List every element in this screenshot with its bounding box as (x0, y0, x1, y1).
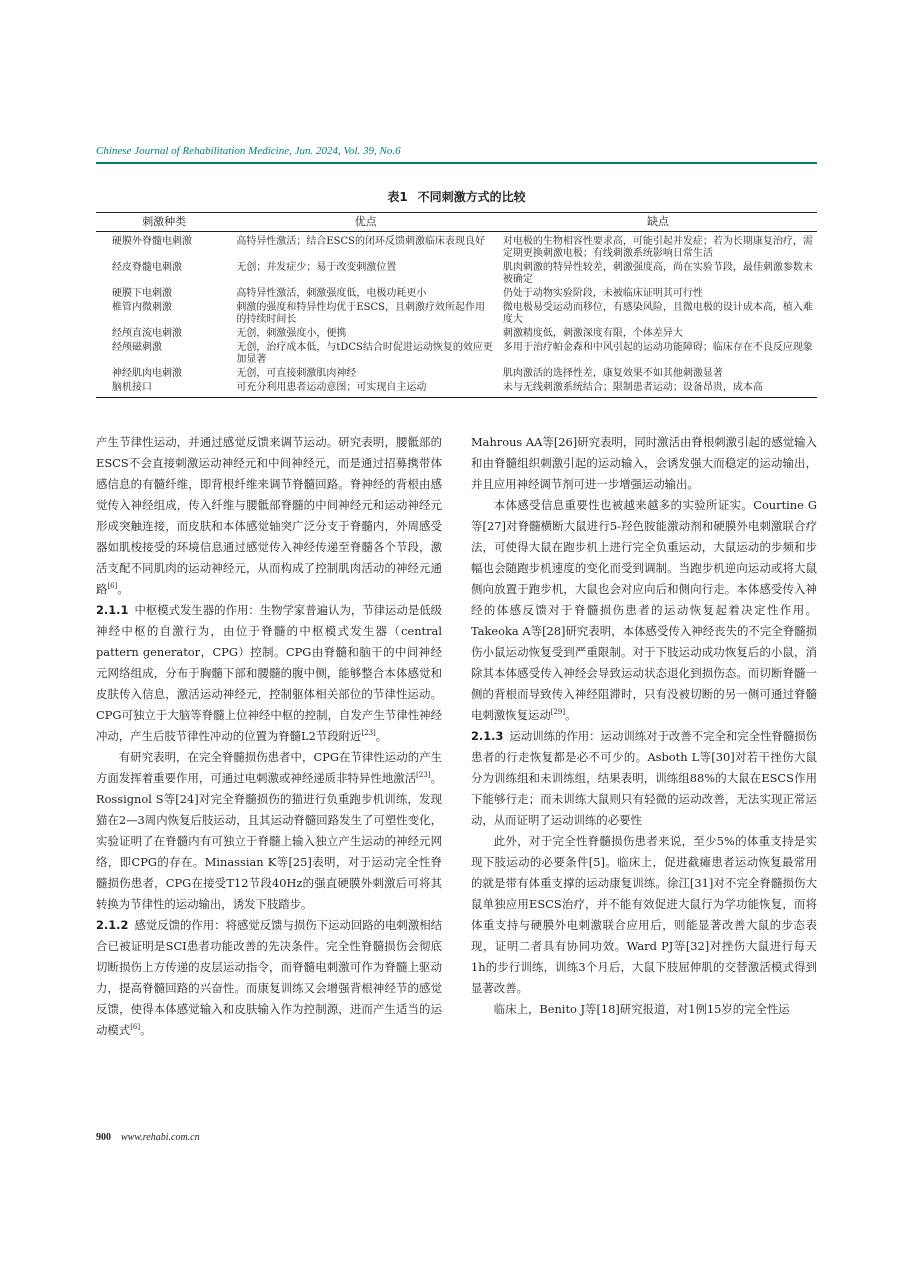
cell-cons: 刺激精度低，刺激深度有限，个体差异大 (502, 328, 683, 339)
column-header: 优点 (232, 213, 499, 232)
paragraph-tail: 。 (375, 729, 388, 743)
journal-header: Chinese Journal of Rehabilitation Medicine, Jun. 2024, Vol. 39, No.6 (96, 145, 401, 157)
cell-pros: 高特异性激活，刺激强度低，电极功耗更小 (236, 288, 427, 299)
paragraph-tail: 。Rossignol S等[24]对完全脊髓损伤的猫进行负重跑步机训练，发现猫在2—3周内恢复后肢运动，且其运动脊髓回路发生了可塑性变化，实验证明了在脊髓内有可独立于脊髓上输入独立产生运动的神经元网络，即CPG的存在。Minassian K等[25]表明，对于运动完全性脊髓损伤患者，CPG在接受T12节段40Hz的强直硬膜外刺激后可将其转换为节律性的运动输出，诱发下肢踏步。 (96, 771, 442, 911)
paragraph (471, 831, 817, 999)
paragraph-text: 运动训练的作用：运动训练对于改善不完全和完全性脊髓损伤患者的行走恢复都是必不可少的。Asboth L等[30]对若干挫伤大鼠分为训练组和未训练组，结果表明，训练组88%的大鼠在ESCS作用下能够行走；而未训练大鼠则只有轻微的运动改善，无法实现正常运动，从而证明了运动训练的必要性 (471, 729, 817, 827)
table-number: 表1 (387, 190, 408, 204)
comparison-table (96, 212, 817, 398)
table-header-row (96, 213, 817, 232)
body-columns (96, 432, 817, 1132)
cell-cons: 仍处于动物实验阶段，未被临床证明其可行性 (502, 288, 703, 299)
table-title-text: 不同刺激方式的比较 (417, 190, 526, 204)
paragraph-tail: 。 (117, 582, 129, 596)
paragraph-text: 中枢模式发生器的作用：生物学家普遍认为，节律运动是低级神经中枢的自激行为，由位于脊髓的中枢模式发生器（central pattern generator，CPG）控制。CPG由脊髓和脑干的中间神经元网络组成，分布于胸髓下部和腰髓的腹中侧，能够整合本体感觉和皮肤传入信息，激活运动神经元，控制躯体相关部位的节律性运动。CPG可独立于大脑等脊髓上位神经中枢的控制，自发产生节律性神经冲动，产生后肢节律性冲动的位置为脊髓L2节段附近 (96, 603, 442, 743)
section-number: 2.1.2 (96, 918, 129, 932)
paragraph-text: 感觉反馈的作用：将感觉反馈与损伤下运动回路的电刺激相结合已被证明是SCI患者功能改善的先决条件。完全性脊髓损伤会彻底切断损伤上方传递的皮层运动指令，而脊髓电刺激可作为脊髓上驱动力，提高脊髓回路的兴奋性。而康复训练又会增强背根神经节的感觉反馈，使得本体感觉输入和皮肤输入作为控制源，进而产生适当的运动模式 (96, 918, 442, 1037)
paragraph (471, 999, 817, 1020)
citation: [23] (416, 771, 431, 780)
paragraph-text: 有研究表明，在完全脊髓损伤患者中，CPG在节律性运动的产生方面发挥着重要作用，可通过电刺激或神经递质非特异性地激活 (96, 750, 442, 785)
section-number: 2.1.1 (96, 603, 129, 617)
cell-type: 经皮脊髓电刺激 (112, 262, 182, 273)
cell-cons: 肌肉刺激的特异性较差，刺激强度高，尚在实验节段，最佳刺激参数未被确定 (502, 262, 813, 285)
cell-cons: 未与无线刺激系统结合；限制患者运动；设备昂贵，成本高 (499, 382, 817, 398)
cell-cons: 微电极易受运动而移位，有感染风险，且微电极的设计成本高，植入难度大 (502, 302, 813, 325)
page-footer (96, 1132, 200, 1143)
section-number: 2.1.3 (471, 729, 504, 743)
cell-pros: 可充分利用患者运动意图；可实现自主运动 (232, 382, 499, 398)
paragraph-text: 临床上，Benito J等[18]研究报道，对1例15岁的完全性运 (493, 1002, 790, 1016)
table-row (96, 232, 817, 263)
cell-type: 椎管内微刺激 (112, 302, 172, 313)
table-title (96, 188, 817, 205)
cell-type: 脑机接口 (96, 382, 232, 398)
cell-pros: 无创；并发症少；易于改变刺激位置 (236, 262, 397, 273)
cell-type: 神经肌肉电刺激 (112, 368, 182, 379)
left-column (96, 432, 442, 1041)
journal-url: www.rehabi.com.cn (121, 1132, 200, 1143)
header-rule (96, 162, 817, 164)
paragraph (96, 747, 442, 915)
paragraph-text: Mahrous AA等[26]研究表明，同时激活由脊根刺激引起的感觉输入和由脊髓组织刺激引起的运动输入，会诱发强大而稳定的运动输出，并且应用神经调节剂可进一步增强运动输出。 (471, 435, 817, 491)
paragraph-tail: 。 (565, 708, 577, 722)
citation: [6] (130, 1023, 141, 1032)
column-header: 缺点 (499, 213, 817, 232)
cell-type: 经颅磁刺激 (112, 342, 162, 353)
paragraph-text: 此外，对于完全性脊髓损伤患者来说，至少5%的体重支持是实现下肢运动的必要条件[5]。临床上，促进截瘫患者运动恢复最常用的就是带有体重支撑的运动康复训练。徐江[31]对不完全脊髓损伤大鼠单独应用ESCS治疗，并不能有效促进大鼠行为学功能恢复，而将体重支持与硬膜外电刺激联合应用后，则能显著改善大鼠的步态表现，证明二者具有协同功效。Ward PJ等[32]对挫伤大鼠进行每天1h的步行训练，训练3个月后，大鼠下肢屈伸肌的交替激活模式得到显著改善。 (471, 834, 817, 995)
cell-pros: 刺激的强度和特异性均优于ESCS，且刺激疗效所起作用的持续时间长 (236, 302, 486, 325)
paragraph (471, 495, 817, 726)
cell-cons: 对电极的生物相容性要求高，可能引起并发症；若为长期康复治疗，需定期更换刺激电极；有线刺激系统影响日常生活 (502, 236, 813, 259)
cell-pros: 无创，治疗成本低，与tDCS结合时促进运动恢复的效应更加显著 (236, 342, 493, 365)
paragraph (96, 600, 442, 747)
cell-type: 硬膜下电刺激 (112, 288, 172, 299)
cell-pros: 高特异性激活；结合ESCS的闭环反馈刺激临床表现良好 (236, 236, 486, 247)
cell-cons: 多用于治疗帕金森和中风引起的运动功能障碍；临床存在不良反应现象 (502, 342, 813, 353)
page-number: 900 (96, 1132, 111, 1143)
cell-cons: 肌肉激活的选择性差，康复效果不如其他刺激显著 (502, 368, 723, 379)
paragraph-text: 本体感受信息重要性也被越来越多的实验所证实。Courtine G等[27]对脊髓横断大鼠进行5-羟色胺能激动剂和硬膜外电刺激联合疗法，可使得大鼠在跑步机上进行完全负重运动，大鼠运动的步频和步幅也会随跑步机速度的变化而受到调制。当跑步机逆向运动或将大鼠侧向放置于跑步机，大鼠也会对应向后和侧向行走。本体感受传入神经的体感反馈对于脊髓损伤患者的运动恢复起着决定性作用。Takeoka A等[28]研究表明，本体感受传入神经丧失的不完全脊髓损伤小鼠运动恢复受到严重限制。对于下肢运动成功恢复后的小鼠，消除其本体感受传入神经会导致运动状态退化到损伤态。而切断脊髓一侧的背根而导致传入神经阻滞时，只有没被切断的另一侧可通过脊髓电刺激恢复运动 (471, 498, 817, 722)
paragraph (96, 432, 442, 600)
cell-pros: 无创，可直接刺激肌肉神经 (236, 368, 357, 379)
citation: [6] (107, 582, 118, 591)
cell-pros: 无创，刺激强度小，便携 (236, 328, 347, 339)
table-row (96, 368, 817, 382)
paragraph-text: 产生节律性运动，并通过感觉反馈来调节运动。研究表明，腰骶部的ESCS不会直接刺激运动神经元和中间神经元，而是通过招募携带体感信息的有髓纤维，即背根纤维来调节脊髓回路。脊神经的背根由感觉传入神经组成，传入纤维与腰骶部脊髓的中间神经元和运动神经元形成突触连接，而皮肤和本体感觉轴突广泛分支于脊髓内，外周感受器如肌梭接受的环境信息通过感觉传入神经传递至脊髓各个节段，激活支配不同肌肉的运动神经元，从而构成了控制肌肉活动的神经元通路 (96, 435, 442, 596)
table-row (96, 262, 817, 288)
paragraph-tail: 。 (140, 1023, 152, 1037)
citation: [23] (361, 729, 376, 738)
paragraph (471, 432, 817, 495)
table-row (96, 288, 817, 302)
cell-type: 硬膜外脊髓电刺激 (112, 236, 192, 247)
table-row (96, 342, 817, 368)
table-row (96, 382, 817, 398)
column-header: 刺激种类 (96, 213, 232, 232)
table-row (96, 302, 817, 328)
paragraph (96, 915, 442, 1041)
citation: [29] (550, 708, 566, 717)
right-column (471, 432, 817, 1020)
table-row (96, 328, 817, 342)
paragraph (471, 726, 817, 831)
cell-type: 经颅直流电刺激 (112, 328, 182, 339)
